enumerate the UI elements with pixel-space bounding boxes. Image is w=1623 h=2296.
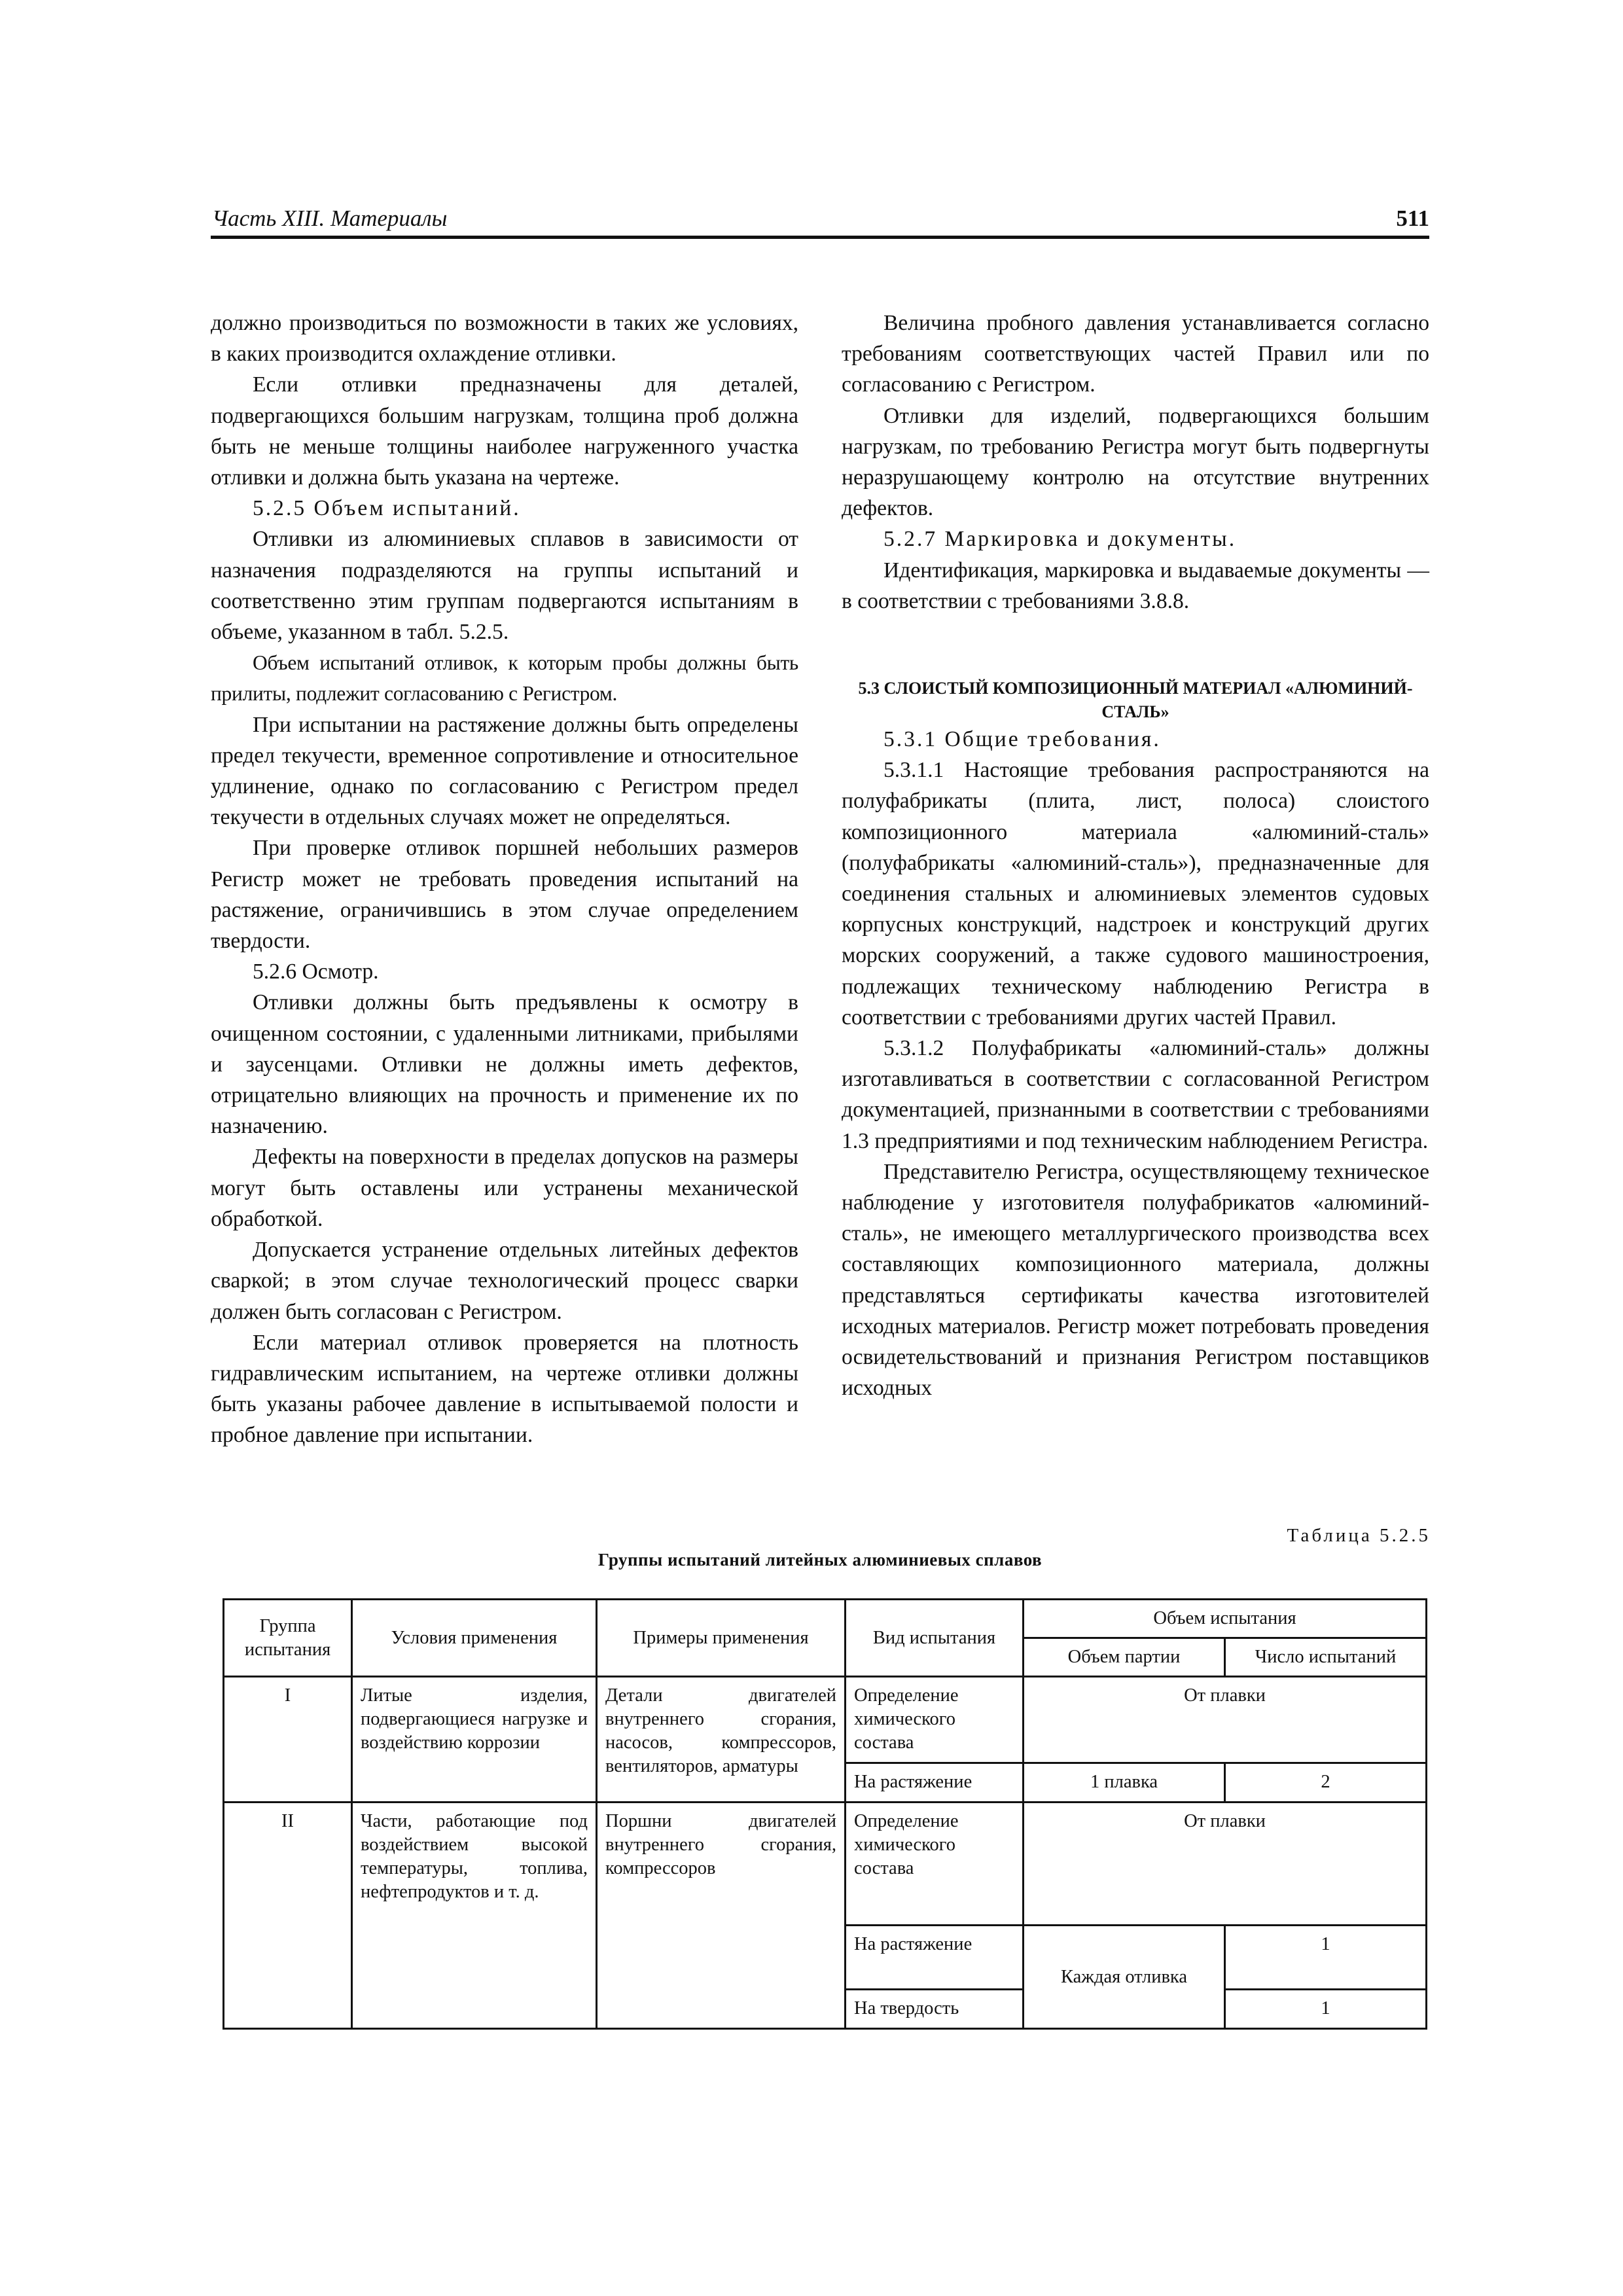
test-type: На растяжение [846, 1763, 1024, 1803]
batch-value: 1 плавка [1024, 1763, 1225, 1803]
test-groups-table [223, 1598, 1427, 2030]
test-type: Определение химического состава [846, 1803, 1024, 1926]
count-value: 1 [1225, 1926, 1427, 1990]
table-number: Таблица 5.2.5 [1287, 1525, 1431, 1546]
paragraph: 5.3.1.2 Полуфабрикаты «алюминий-сталь» должны изготавливаться в соответствии с согласованной Регистром документацией, признанными в соответствии с требованиями 1.3 предприятиями и под техническим наблюдением Регистра. [842, 1036, 1429, 1153]
paragraph: Если отливки предназначены для деталей, подвергающихся большим нагрузкам, толщина проб должна быть не меньше толщины наиболее нагруженного участка отливки и должна быть указана на чертеже. [211, 372, 798, 490]
paragraph: Дефекты на поверхности в пределах допусков на размеры могут быть оставлены или устранены механической обработкой. [211, 1145, 798, 1231]
page-number: 511 [1396, 206, 1429, 231]
running-title: Часть XIII. Материалы [212, 206, 448, 231]
paragraph: Представителю Регистра, осуществляющему техническое наблюдение у изготовителя полуфабрикатов «алюминий-сталь», не имеющего металлургического производства всех составляющих композиционного материала, должны представляться сертификаты качества изготовителей исходных материалов. Регистр может потребовать проведения освидетельствований и признания Регистром поставщиков исходных [842, 1159, 1429, 1401]
group-conditions: Литые изделия, подвергающиеся нагрузке и воздействию коррозии [352, 1677, 597, 1803]
group-id: I [224, 1677, 352, 1803]
batch-value: Каждая отливка [1024, 1926, 1225, 2029]
paragraph: Идентификация, маркировка и выдаваемые документы — в соответствии с требованиями 3.8.8. [842, 558, 1429, 613]
header-conditions: Условия применения [352, 1600, 597, 1677]
paragraph: Величина пробного давления устанавливается согласно требованиям соответствующих частей Правил или по согласованию с Регистром. [842, 311, 1429, 397]
count-value: 2 [1225, 1763, 1427, 1803]
group-examples: Детали двигателей внутреннего сгорания, насосов, компрессоров, вентиляторов, арматуры [597, 1677, 846, 1803]
right-column [842, 308, 1429, 1404]
paragraph: При проверке отливок поршней небольших размеров Регистр может не требовать проведения испытаний на растяжение, ограничившись в этом случае определением твердости. [211, 836, 798, 954]
test-type: На растяжение [846, 1926, 1024, 1990]
header-batch: Объем партии [1024, 1638, 1225, 1677]
subsection-heading-5-3-1: 5.3.1 Общие требования. [883, 727, 1161, 752]
header-test-type: Вид испытания [846, 1600, 1024, 1677]
paragraph: 5.3.1.1 Настоящие требования распространяются на полуфабрикаты (плита, лист, полоса) слоистого композиционного материала «алюминий-сталь» (полуфабрикаты «алюминий-сталь»), предназначенные для соединения стальных и алюминиевых элементов судовых корпусных конструкций, надстроек и конструкций других морских сооружений, а также судового машиностроения, подлежащих техническому наблюдению Регистра в соответствии с требованиями других частей Правил. [842, 758, 1429, 1030]
paragraph: При испытании на растяжение должны быть определены предел текучести, временное сопротивление и относительное удлинение, однако по согласованию с Регистром предел текучести в отдельных случаях может не определяться. [211, 712, 798, 830]
paragraph: Отливки должны быть предъявлены к осмотру в очищенном состоянии, с удаленными литниками, прибылями и заусенцами. Отливки не должны иметь дефектов, отрицательно влияющих на прочность и применение их по назначению. [211, 990, 798, 1139]
paragraph: Допускается устранение отдельных литейных дефектов сваркой; в этом случае технологический процесс сварки должен быть согласован с Регистром. [211, 1238, 798, 1324]
paragraph: Отливки для изделий, подвергающихся большим нагрузкам, по требованию Регистра могут быть подвергнуты неразрушающему контролю на отсутствие внутренних дефектов. [842, 403, 1429, 521]
paragraph: Отливки из алюминиевых сплавов в зависимости от назначения подразделяются на группы испытаний и соответственно этим группам подвергаются испытаниям в объеме, указанном в табл. 5.2.5. [211, 527, 798, 645]
scope-value: От плавки [1024, 1803, 1427, 1926]
subsection-heading-5-2-5: 5.2.5 Объем испытаний. [253, 496, 521, 521]
section-heading-5-3: 5.3 СЛОИСТЫЙ КОМПОЗИЦИОННЫЙ МАТЕРИАЛ «АЛЮМИНИЙ-СТАЛЬ» [858, 679, 1413, 722]
table-title: Группы испытаний литейных алюминиевых сплавов [597, 1550, 1043, 1570]
subsection-heading-5-2-7: 5.2.7 Маркировка и документы. [883, 527, 1237, 552]
header-examples: Примеры применения [597, 1600, 846, 1677]
header-count: Число испытаний [1225, 1638, 1427, 1677]
page-header [211, 203, 1429, 239]
group-examples: Поршни двигателей внутреннего сгорания, компрессоров [597, 1803, 846, 2029]
left-column [211, 308, 798, 1451]
paragraph: Если материал отливок проверяется на плотность гидравлическим испытанием, на чертеже отливки должны быть указаны рабочее давление в испытываемой полости и пробное давление при испытании. [211, 1330, 798, 1448]
test-type: На твердость [846, 1990, 1024, 2029]
paragraph: должно производиться по возможности в таких же условиях, в каких производится охлаждение отливки. [211, 311, 798, 367]
group-conditions: Части, работающие под воздействием высокой температуры, топлива, нефтепродуктов и т. д. [352, 1803, 597, 2029]
header-scope: Объем испытания [1024, 1600, 1427, 1638]
test-type: Определение химического состава [846, 1677, 1024, 1763]
header-group: Группа испытания [224, 1600, 352, 1677]
count-value: 1 [1225, 1990, 1427, 2029]
paragraph: Объем испытаний отливок, к которым пробы должны быть прилиты, подлежит согласованию с Регистром. [211, 651, 798, 706]
subsection-heading-5-2-6: 5.2.6 Осмотр. [253, 960, 379, 984]
group-id: II [224, 1803, 352, 2029]
scope-value: От плавки [1024, 1677, 1427, 1763]
